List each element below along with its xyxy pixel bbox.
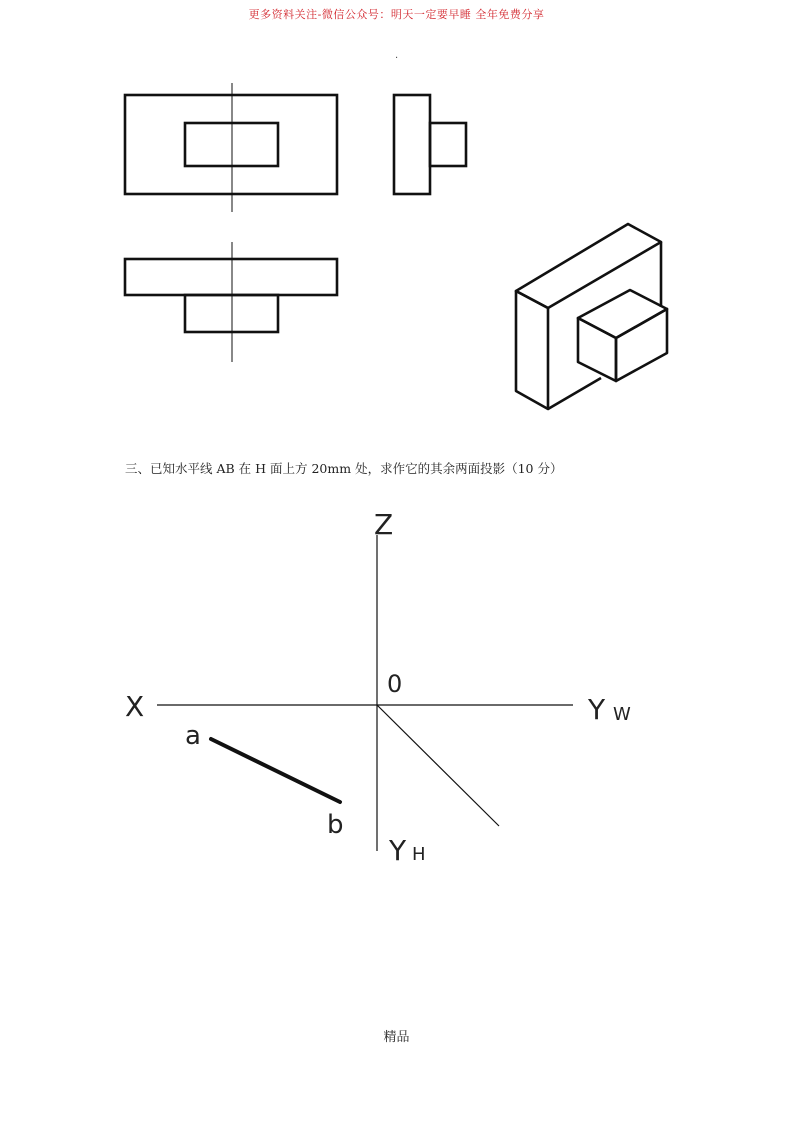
header-banner: 更多资料关注-微信公众号：明天一定要早睡 全年免费分享 — [248, 8, 545, 21]
projection-axes — [157, 535, 573, 851]
top-dot-mark: . — [395, 50, 399, 61]
front-view-outer-rect — [125, 95, 337, 194]
isometric-view — [516, 224, 667, 409]
yw-axis-label-sub: W — [613, 704, 631, 725]
side-view — [394, 95, 466, 194]
iso-block-top-face — [578, 290, 667, 338]
origin-label: 0 — [387, 670, 403, 698]
line-ab-projection — [211, 739, 340, 802]
top-view — [125, 259, 337, 332]
point-a-label: a — [185, 721, 201, 751]
iso-block-side-face — [616, 309, 667, 381]
point-b-label: b — [327, 810, 344, 840]
footer-label: 精品 — [383, 1030, 410, 1045]
z-axis-label: Z — [374, 508, 394, 541]
x-axis-label: X — [125, 690, 145, 723]
question-text: 三、已知水平线 AB 在 H 面上方 20mm 处，求作它的其余两面投影（10 分） — [125, 461, 563, 476]
iso-plate-front-face — [516, 291, 548, 409]
diagonal-45-line — [377, 705, 499, 826]
front-view — [125, 95, 337, 194]
yh-axis-label-main: Y — [389, 834, 407, 867]
iso-block-front-face — [578, 318, 616, 381]
iso-plate-bottom-edge — [548, 378, 601, 409]
yh-axis-label-sub: H — [412, 844, 426, 865]
side-view-plate-rect — [394, 95, 430, 194]
top-view-plate-rect — [125, 259, 337, 295]
yw-axis-label-main: Y — [588, 693, 606, 726]
side-view-block-rect — [430, 123, 466, 166]
